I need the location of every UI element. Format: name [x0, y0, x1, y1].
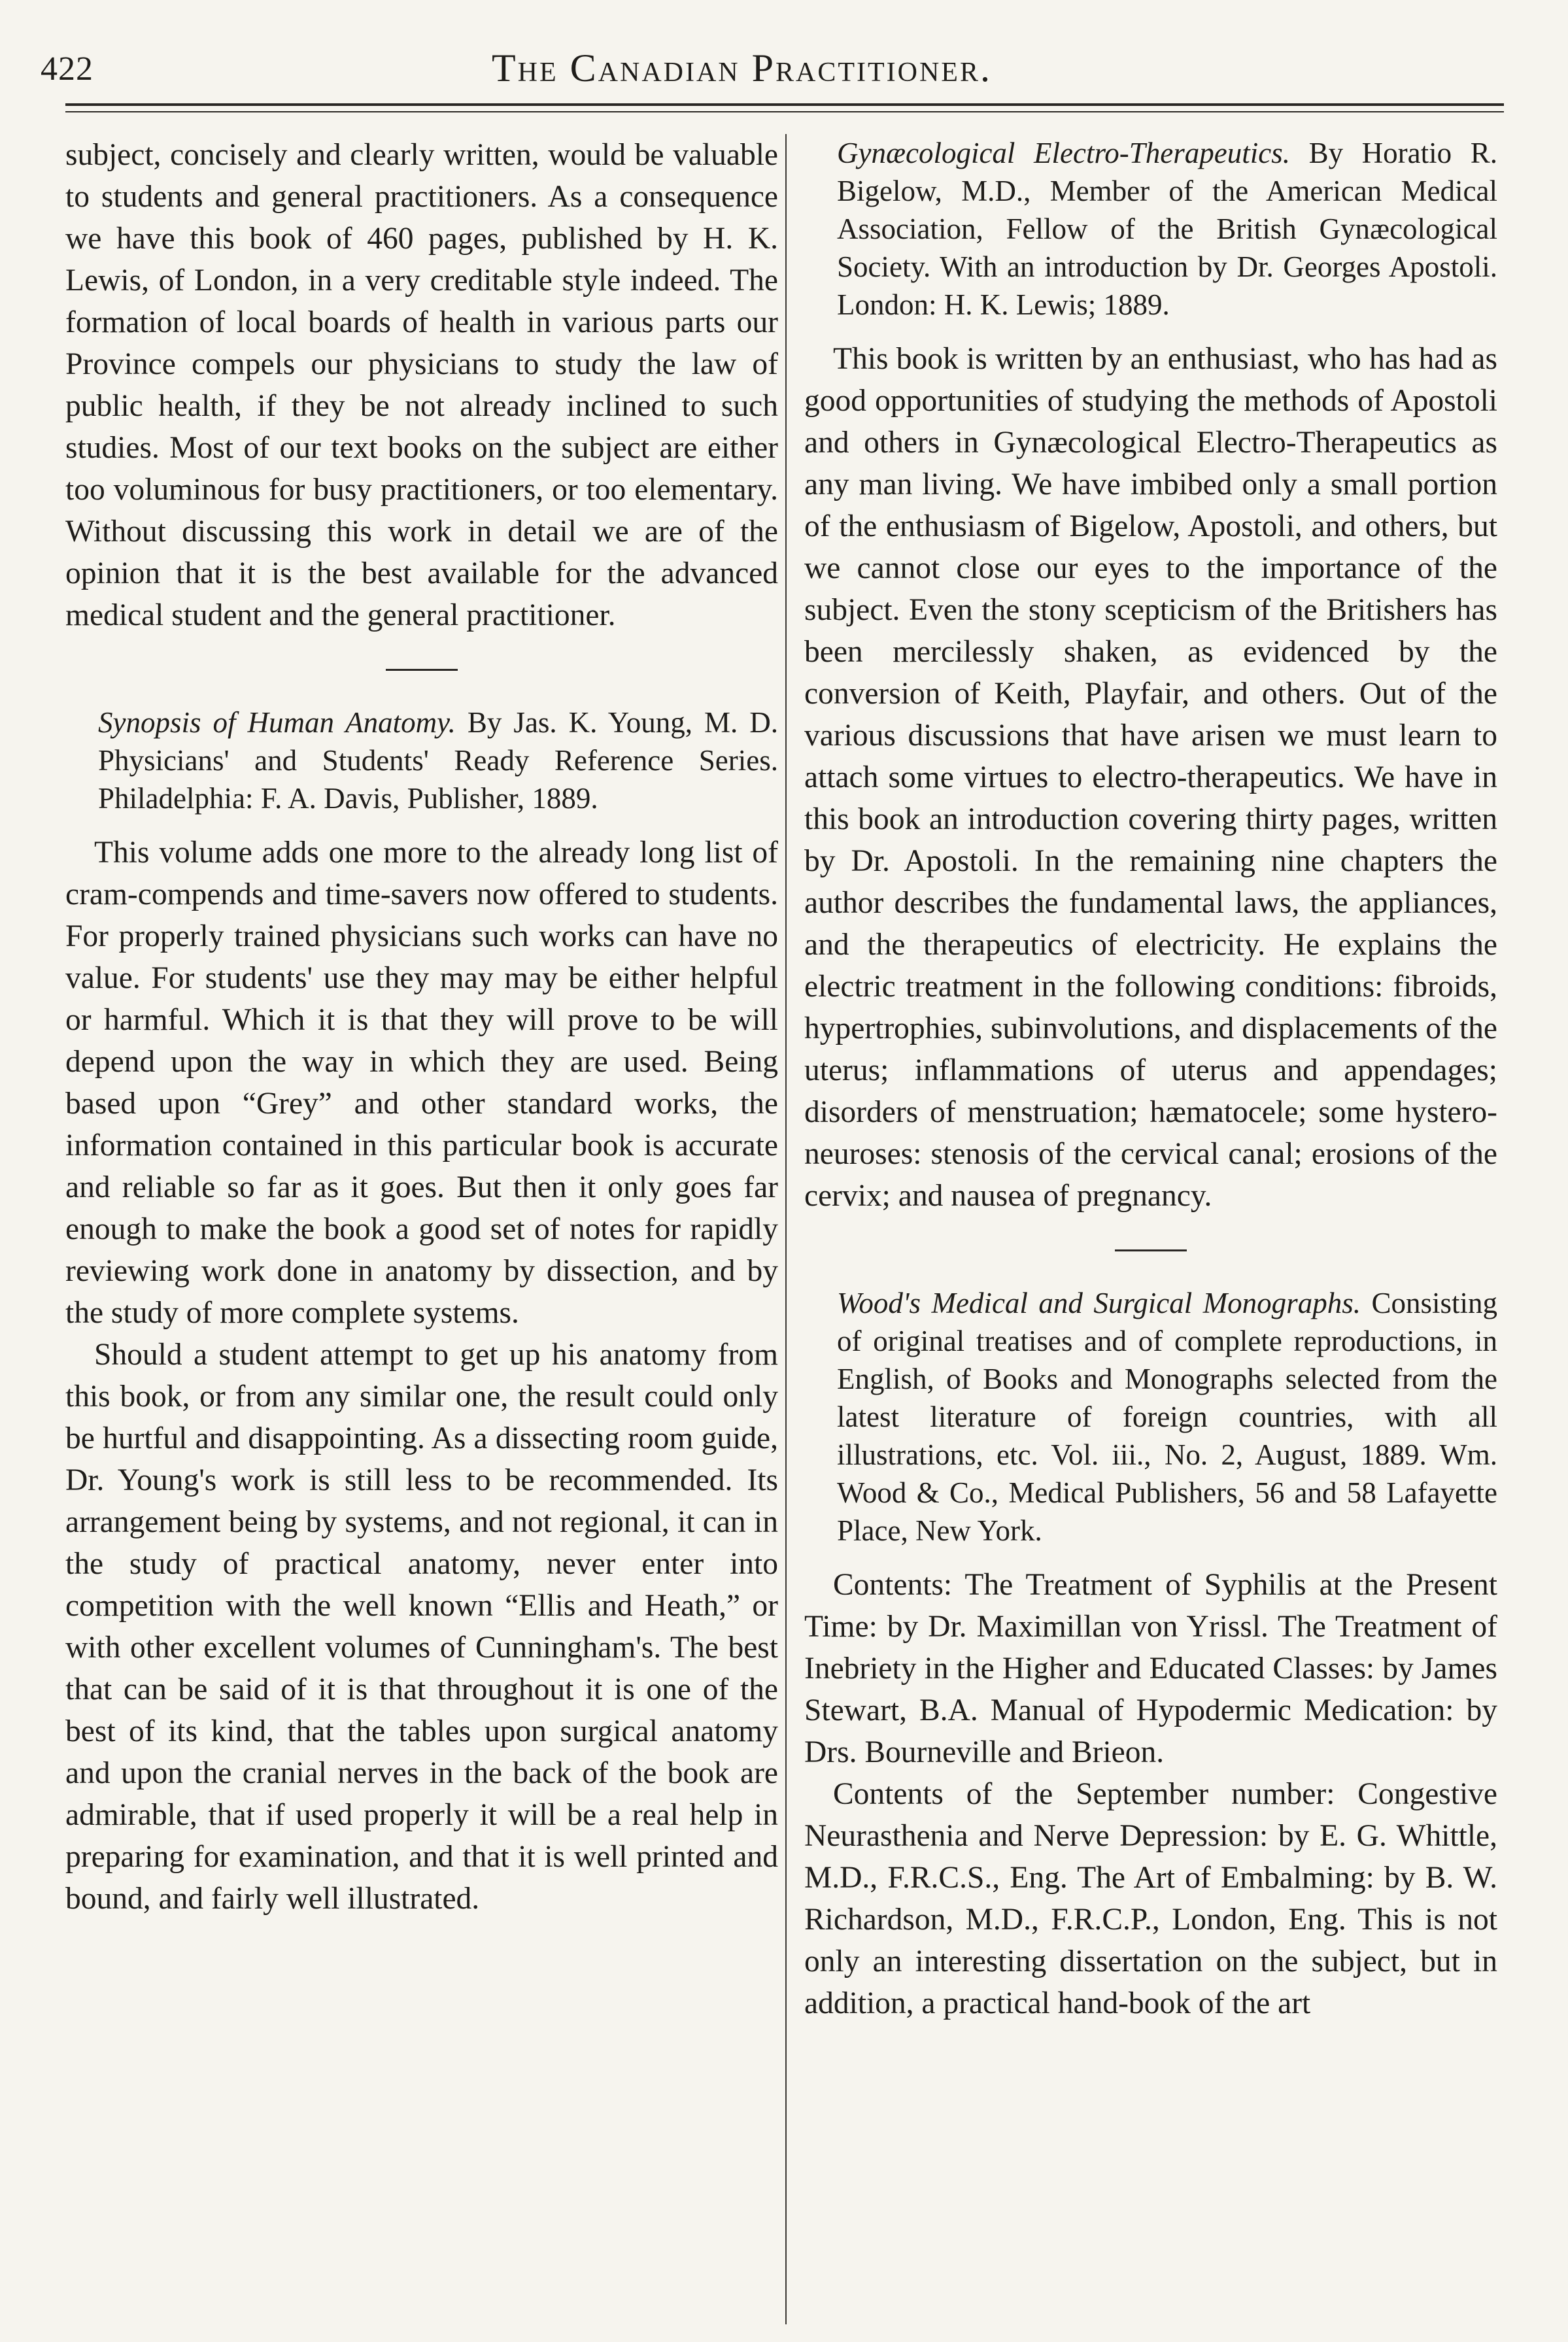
review-title: Synopsis of Human Anatomy.	[98, 706, 456, 739]
right-paragraph-2: Contents: The Treatment of Syphilis at the Present Time: by Dr. Maximillan von Yrissl. The Treatment of Inebriety in the Higher and Educated Classes: by James Stewart, B.A. Manual of Hypodermic Medication: by Drs. Bourneville and Brieon.	[804, 1568, 1497, 1769]
right-column	[804, 134, 1497, 2024]
header-rule-thick	[65, 103, 1504, 106]
column-divider	[785, 134, 787, 2324]
left-paragraph-2: This volume adds one more to the already long list of cram-compends and time-savers now offered to students. For properly trained physicians such works can have no value. For students' use they may may be either helpful or harmful. Which it is that they will prove to be will depend upon the way in which they are used. Being based upon “Grey” and other standard works, the information contained in this particular book is accurate and reliable so far as it goes. But then it only goes far enough to make the book a good set of notes for rapidly reviewing work done in anatomy by dissection, and by the study of more complete systems.	[65, 836, 778, 1330]
section-separator	[386, 669, 458, 671]
section-separator	[1115, 1249, 1187, 1251]
page-header	[41, 46, 1499, 98]
review-heading-synopsis	[65, 704, 778, 817]
right-paragraph-3: Contents of the September number: Congestive Neurasthenia and Nerve Depression: by E. G. Whittle, M.D., F.R.C.S., Eng. The Art of Embalming: by B. W. Richardson, M.D., F.R.C.P., London, Eng. This is not only an interesting dissertation on the subject, but in addition, a practical hand-book of the art	[804, 1777, 1497, 2020]
review-heading-gynaecological	[804, 134, 1497, 324]
review-meta: Consisting of original treatises and of complete reproductions, in English, of Books and Monographs selected from the latest literature of foreign countries, with all illustrations, etc. Vol. iii., No. 2, August, 1889. Wm. Wood & Co., Medical Publishers, 56 and 58 Lafayette Place, New York.	[837, 1287, 1498, 1547]
left-paragraph-1: subject, concisely and clearly written, would be valuable to students and general practitioners. As a consequence we have this book of 460 pages, published by H. K. Lewis, of London, in a very creditable style indeed. The formation of local boards of health in various parts our Province compels our physicians to study the law of public health, if they be not already inclined to such studies. Most of our text books on the subject are either too voluminous for busy practitioners, or too elementary. Without discussing this work in detail we are of the opinion that it is the best available for the advanced medical student and the general practitioner.	[65, 138, 778, 632]
review-title: Gynæcological Electro-Therapeutics.	[837, 137, 1291, 169]
review-meta: By Jas. K. Young, M. D. Physicians' and Students' Ready Reference Series. Philadelphia: F. A. Davis, Publisher, 1889.	[98, 706, 779, 815]
page-number: 422	[41, 50, 94, 88]
right-paragraph-1: This book is written by an enthusiast, who has had as good opportunities of studying the methods of Apostoli and others in Gynæcological Electro-Therapeutics as any man living. We have imbibed only a small portion of the enthusiasm of Bigelow, Apostoli, and others, but we cannot close our eyes to the importance of the subject. Even the stony scepticism of the Britishers has been mercilessly shaken, as evidenced by the conversion of Keith, Playfair, and others. Out of the various discussions that have arisen we must learn to attach some virtues to electro-therapeutics. We have in this book an introduction covering thirty pages, written by Dr. Apostoli. In the remaining nine chapters the author describes the fundamental laws, the appliances, and the therapeutics of electricity. He explains the electric treatment in the following conditions: fibroids, hypertrophies, subinvolutions, and displacements of the uterus; inflammations of uterus and appendages; disorders of menstruation; hæmatocele; some hystero-neuroses: stenosis of the cervical canal; erosions of the cervix; and nausea of pregnancy.	[804, 342, 1497, 1213]
left-paragraph-3: Should a student attempt to get up his anatomy from this book, or from any similar one, the result could only be hurtful and disappointing. As a dissecting room guide, Dr. Young's work is still less to be recommended. Its arrangement being by systems, and not regional, it can in the study of practical anatomy, never enter into competition with the well known “Ellis and Heath,” or with other excellent volumes of Cunningham's. The best that can be said of it is that throughout it is one of the best of its kind, that the tables upon surgical anatomy and upon the cranial nerves in the back of the book are admirable, that if used properly it will be a real help in preparing for examination, and that it is well printed and bound, and fairly well illustrated.	[65, 1338, 778, 1916]
left-column	[65, 134, 778, 1920]
header-rule-thin	[65, 111, 1504, 112]
review-meta: By Horatio R. Bigelow, M.D., Member of the American Medical Association, Fellow of the British Gynæcological Society. With an introduction by Dr. Georges Apostoli. London: H. K. Lewis; 1889.	[837, 137, 1497, 321]
review-title: Wood's Medical and Surgical Monographs.	[837, 1287, 1361, 1319]
running-title: The Canadian Practitioner.	[492, 46, 992, 90]
review-heading-woods	[804, 1284, 1497, 1550]
